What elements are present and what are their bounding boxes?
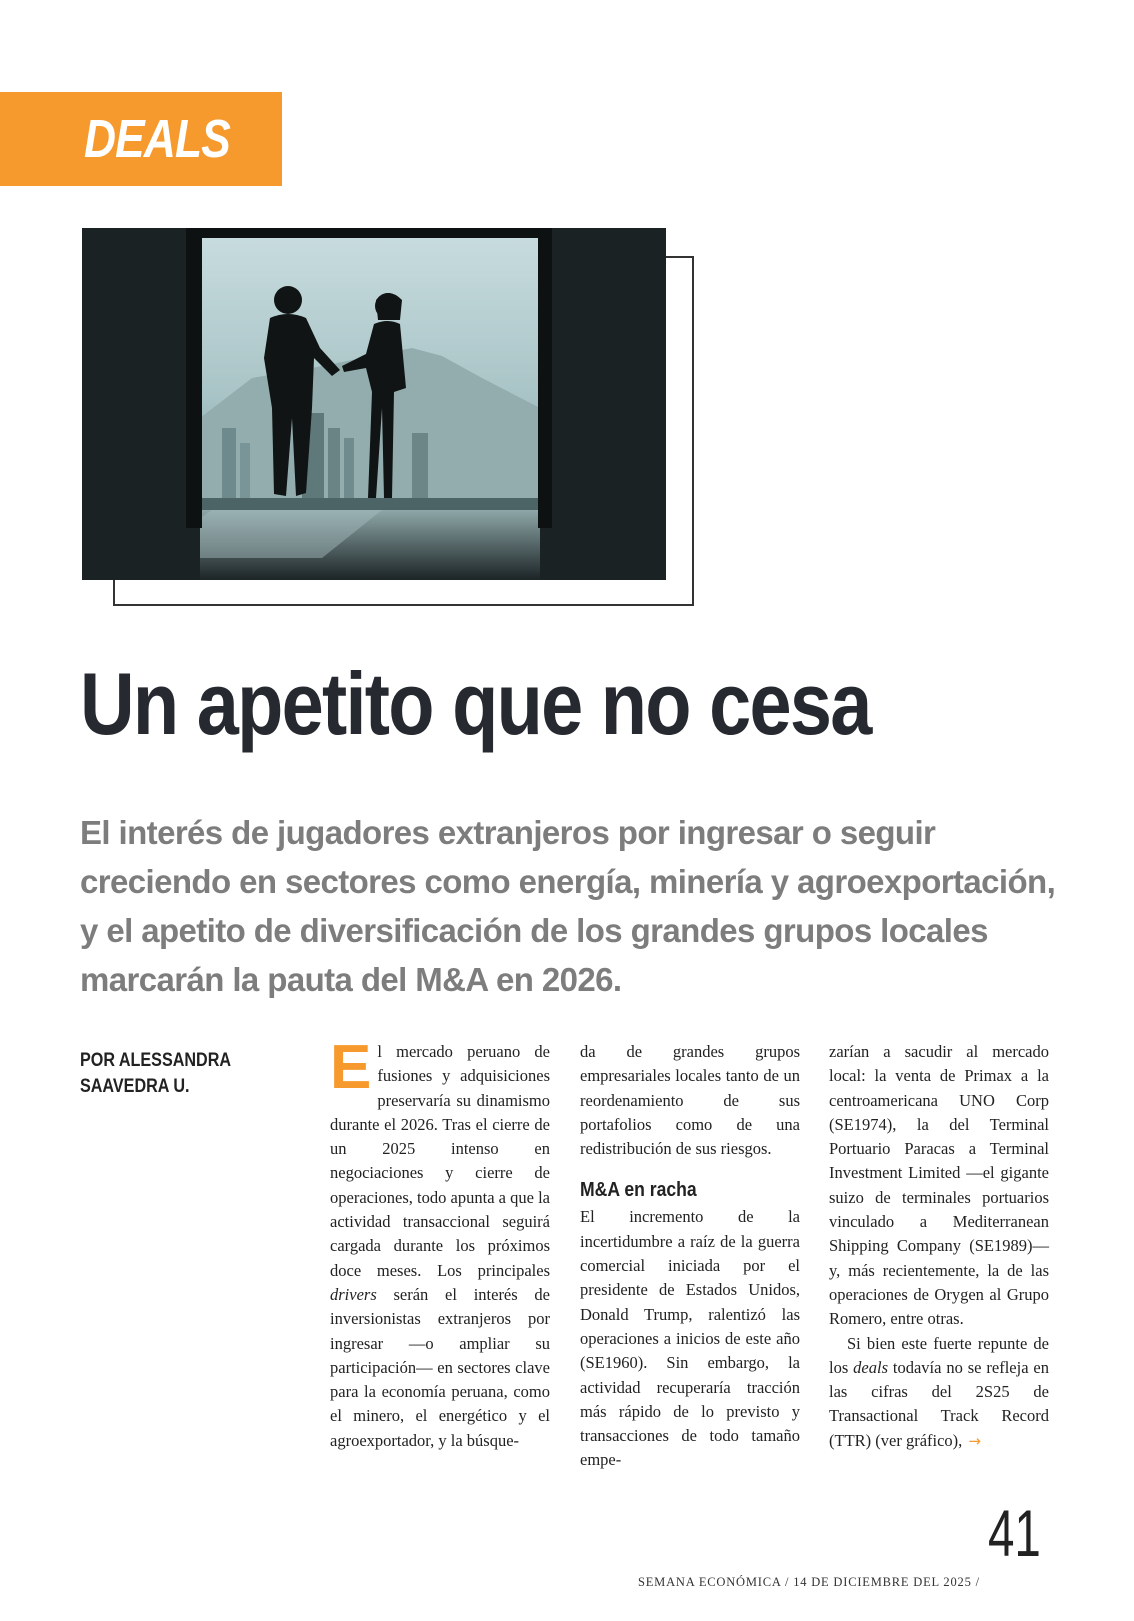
publication-name: SEMANA ECONÓMICA [638,1575,782,1589]
body-italic: drivers [330,1284,377,1304]
body-text: serán el interés de inversionistas extranjeros por ingresar —o ampliar su participación— en sectores clave para la economía peruana, como el minero, el energético y el agroexportador, y la búsque- [330,1284,550,1450]
body-text: todavía no se refleja en las cifras del 2S25 de Transactional Track Record (TTR) (ver gráfico), [829,1357,1049,1450]
page-number: 41 [988,1496,1041,1570]
continue-arrow-icon: → [968,1431,981,1450]
section-tag-label: DEALS [84,109,230,169]
article-deck: El interés de jugadores extranjeros por ingresar o seguir creciendo en sectores como energía, minería y agroexportación, y el apetito de diversificación de los grandes grupos locales marcarán la pauta del M&A en 2026. [80,814,1056,998]
handshake-silhouette-image [82,228,666,580]
body-italic: deals [853,1357,888,1377]
footer-separator: / [784,1575,790,1589]
article-headline: Un apetito que no cesa [80,654,871,753]
body-text: Si bien este fuerte repunte de los [829,1333,1049,1377]
byline-line-1: POR ALESSANDRA [80,1050,232,1071]
body-paragraph [829,1332,1049,1453]
body-paragraph: El incremento de la incertidumbre a raíz de la guerra comercial iniciada por el presidente de Estados Unidos, Donald Trump, ralentizó las operaciones a inicios de este año (SE1960). Sin embargo, la actividad recuperaría tracción más rápido de lo previsto y transacciones de todo tamaño empe- [580,1207,800,1470]
body-paragraph: da de grandes grupos empresariales locales tanto de un reordenamiento de sus portafolios como de una redistribución de sus riesgos. [580,1042,800,1159]
section-tag [0,92,282,186]
body-paragraph: zarían a sacudir al mercado local: la venta de Primax a la centroamericana UNO Corp (SE1974), la del Terminal Portuario Paracas a Terminal Investment Limited —el gigante suizo de terminales portuarios vinculado a Mediterranean Shipping Company (SE1989)— y, más recientemente, la de las operaciones de Orygen al Grupo Romero, entre otras. [829,1042,1049,1329]
drop-cap: E [330,1033,372,1102]
page-footer [638,1575,980,1590]
handshake-photo [82,228,666,580]
subhead: M&A en racha [580,1179,697,1202]
article-column-2 [580,1040,800,1473]
article-column-3 [829,1040,1049,1453]
byline [80,1048,250,1100]
issue-date: 14 DE DICIEMBRE DEL 2025 [793,1575,972,1589]
footer-separator: / [975,1575,980,1589]
body-text: l mercado peruano de fusiones y adquisiciones preservaría su dinamismo durante el 2026. Tras el cierre de un 2025 intenso en negociaciones y cierre de operaciones, todo apunta a que la actividad transaccional seguirá cargada durante los próximos doce meses. Los principales [330,1042,550,1280]
byline-line-2: SAAVEDRA U. [80,1076,190,1097]
article-column-1 [330,1033,550,1453]
